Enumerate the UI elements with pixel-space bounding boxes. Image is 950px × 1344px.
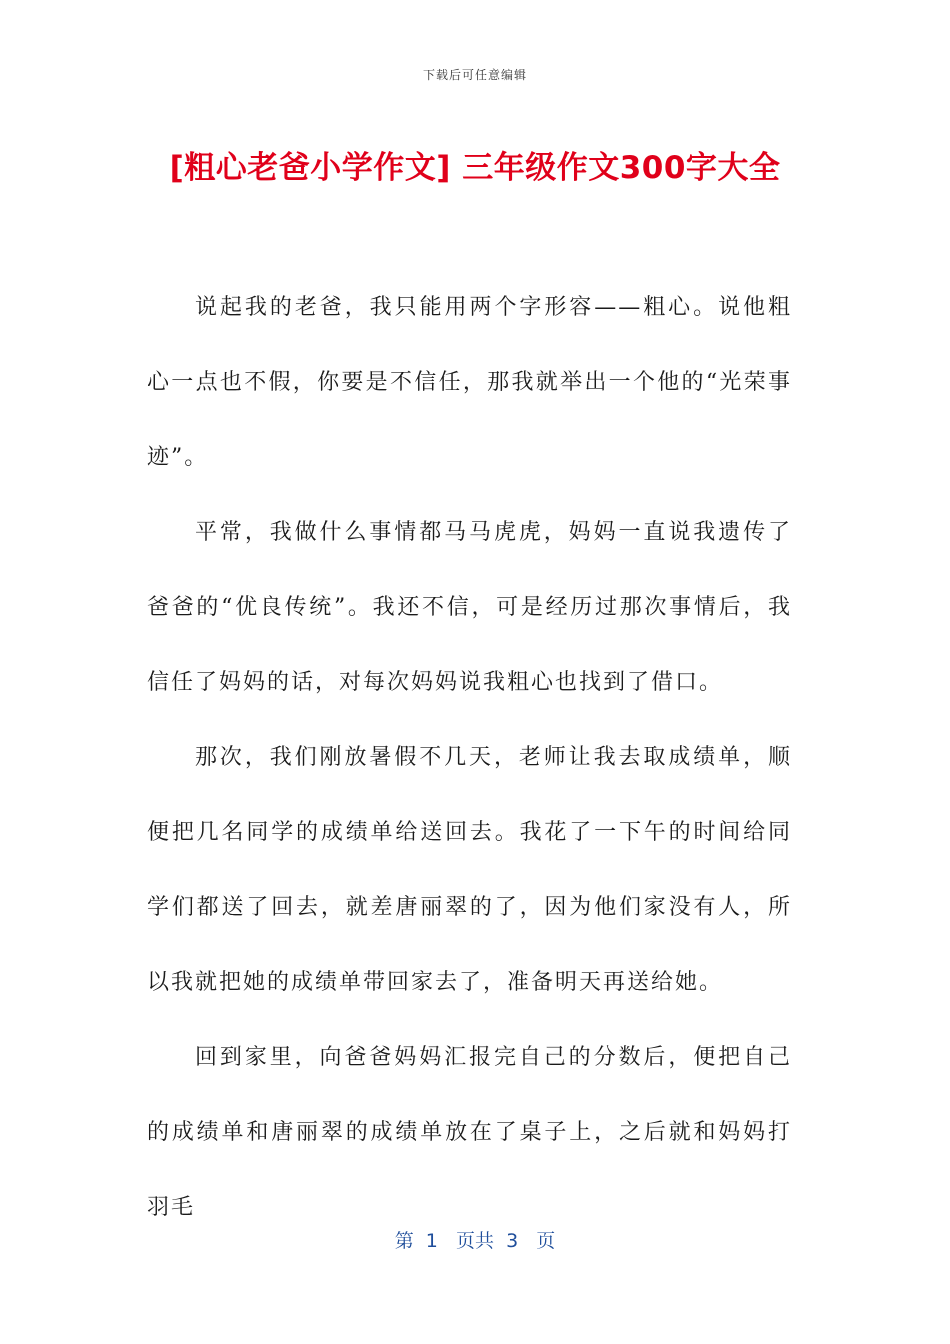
paragraph: 那次，我们刚放暑假不几天，老师让我去取成绩单，顺便把几名同学的成绩单给送回去。我花了一下午的时间给同学们都送了回去，就差唐丽翠的了，因为他们家没有人，所以我就把她的成绩单带回家去了，准备明天再送给她。 — [147, 745, 792, 995]
page-header-note: 下载后可任意编辑 — [422, 68, 527, 82]
paragraph: 平常，我做什么事情都马马虎虎，妈妈一直说我遗传了爸爸的“优良传统”。我还不信，可是经历过那次事情后，我信任了妈妈的话，对每次妈妈说我粗心也找到了借口。 — [147, 520, 792, 695]
page-number-footer: 第 1 页共 3 页 — [394, 1230, 556, 1252]
document-title: [粗心老爸小学作文] 三年级作文300字大全 — [169, 150, 781, 186]
document-body — [147, 270, 792, 1245]
paragraph: 回到家里，向爸爸妈妈汇报完自己的分数后，便把自己的成绩单和唐丽翠的成绩单放在了桌子上，之后就和妈妈打羽毛 — [147, 1045, 792, 1220]
paragraph: 说起我的老爸，我只能用两个字形容——粗心。说他粗心一点也不假，你要是不信任，那我就举出一个他的“光荣事迹”。 — [147, 295, 792, 470]
